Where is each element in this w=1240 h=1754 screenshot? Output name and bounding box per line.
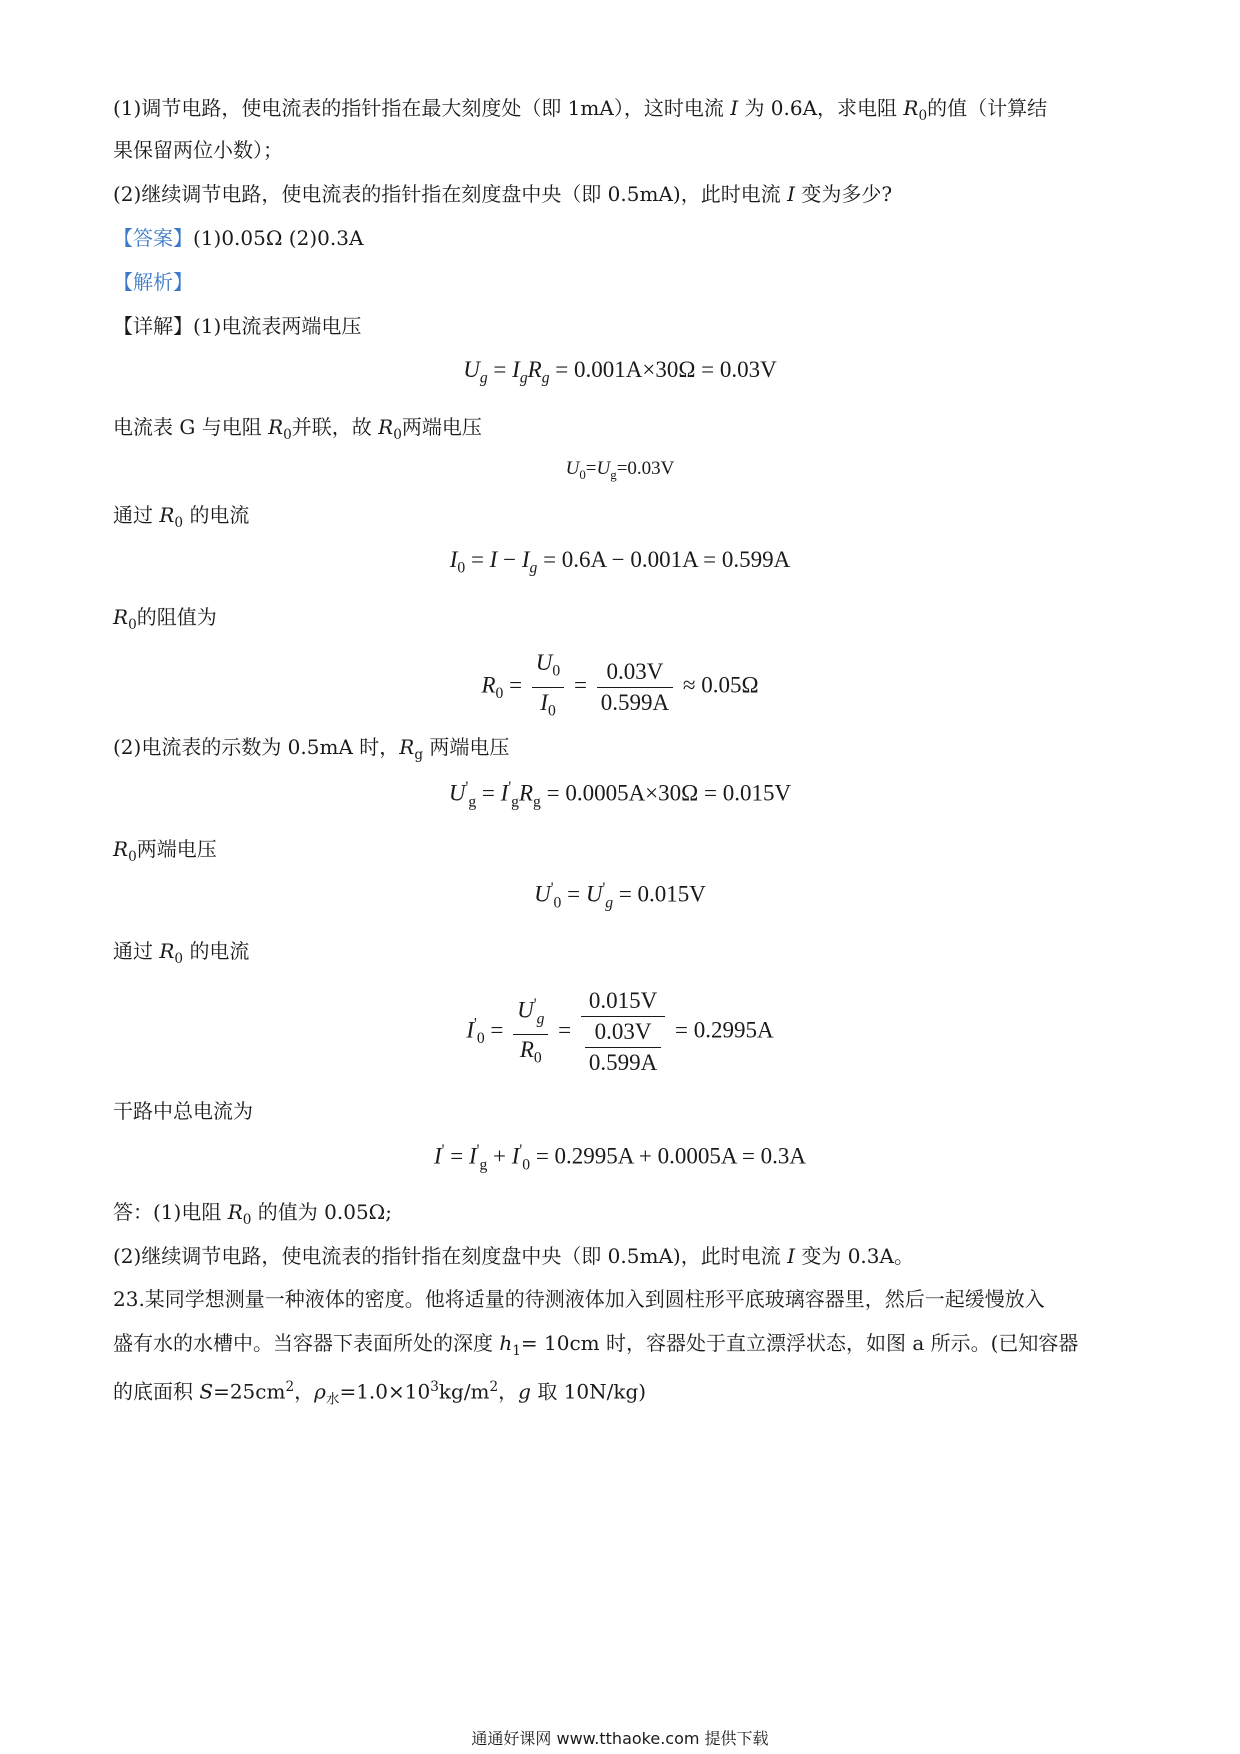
var-i: I (730, 96, 739, 120)
equation-i0: $I_0 = I - I_g = 0.6A - 0.001A = 0.599A$ (449, 547, 791, 577)
q22-part1-line2: 果保留两位小数）； (113, 138, 283, 162)
analysis-tag: 【解析】 (113, 270, 193, 294)
q23-line2: 盛有水的水槽中。当容器下表面所处的深度 $h_1= 10cm$ 时，容器处于直立漂浮状态，如图 a 所示。(已知容器 (113, 1331, 1079, 1359)
text-total-current: 干路中总电流为 (113, 1099, 253, 1123)
equation-total: $I' = I'_g + I'_0 = 0.2995A + 0.0005A = 0.3A$ (433, 1142, 807, 1174)
equation-ug: $U_g = I_gR_g = 0.001A\times 30\Omega = 0.03V$ (463, 357, 777, 387)
q22-part1-line1: (1)调节电路，使电流表的指针指在最大刻度处（即 1mA），这时电流 I 为 0.6A，求电阻 $R_0$的值（计算结 (113, 96, 1048, 124)
text-current-r0-2: 通过 $R_0$ 的电流 (113, 939, 250, 967)
equation-u0: $U_0=U_g=0.03V$ (565, 458, 675, 482)
text-current-r0: 通过 $R_0$ 的电流 (113, 503, 250, 531)
answer-tag: 【答案】 (113, 226, 193, 250)
answer-line (113, 224, 363, 252)
text-r0-voltage: $R_0$两端电压 (113, 837, 217, 865)
text-resistance: $R_0$的阻值为 (113, 605, 217, 633)
detail-line: 【详解】(1)电流表两端电压 (113, 314, 362, 338)
var-r0: R (903, 96, 919, 120)
part2-text: (2)电流表的示数为 0.5mA 时，$R_g$ 两端电压 (113, 735, 510, 763)
text-g-parallel: 电流表 G 与电阻 $R_0$并联，故 $R_0$两端电压 (113, 415, 482, 443)
equation-i0-prime: $I'_0$ = $\frac{U'_g}{R_0}$ = $\frac{0.015V}{\frac{0.03V}{0.599A}}$ = 0.2995A (466, 988, 774, 1075)
var-i: I (787, 182, 795, 206)
page-footer: 通通好课网 www.tthaoke.com 提供下载 (471, 1729, 769, 1748)
q23-line3: 的底面积 $S=25cm^2$，$\rho_水=1.0\times 10^3kg/m^2$，g 取 10N/kg) (113, 1379, 647, 1408)
answer-text: (1)0.05Ω (2)0.3A (193, 226, 364, 250)
equation-ug-prime: $U'_g = I'_gR_g = 0.0005A\times 30\Omega = 0.015V$ (448, 779, 792, 811)
q22-part2: (2)继续调节电路，使电流表的指针指在刻度盘中央（即 0.5mA)，此时电流 I 变为多少? (113, 182, 893, 206)
conclusion-2: (2)继续调节电路，使电流表的指针指在刻度盘中央（即 0.5mA)，此时电流 I 变为 0.3A。 (113, 1244, 914, 1268)
equation-r0: $R_0$ = $\frac{U_0}{I_0}$ = $\frac{0.03V}{0.599A}$ ≈ 0.05Ω (481, 650, 759, 720)
conclusion-1: 答：(1)电阻 $R_0$ 的值为 0.05Ω; (113, 1200, 392, 1228)
q23-line1: 23.某同学想测量一种液体的密度。他将适量的待测液体加入到圆柱形平底玻璃容器里，然后一起缓慢放入 (113, 1287, 1045, 1311)
equation-u0-prime: $U'_0 = U'_g = 0.015V$ (534, 880, 706, 912)
